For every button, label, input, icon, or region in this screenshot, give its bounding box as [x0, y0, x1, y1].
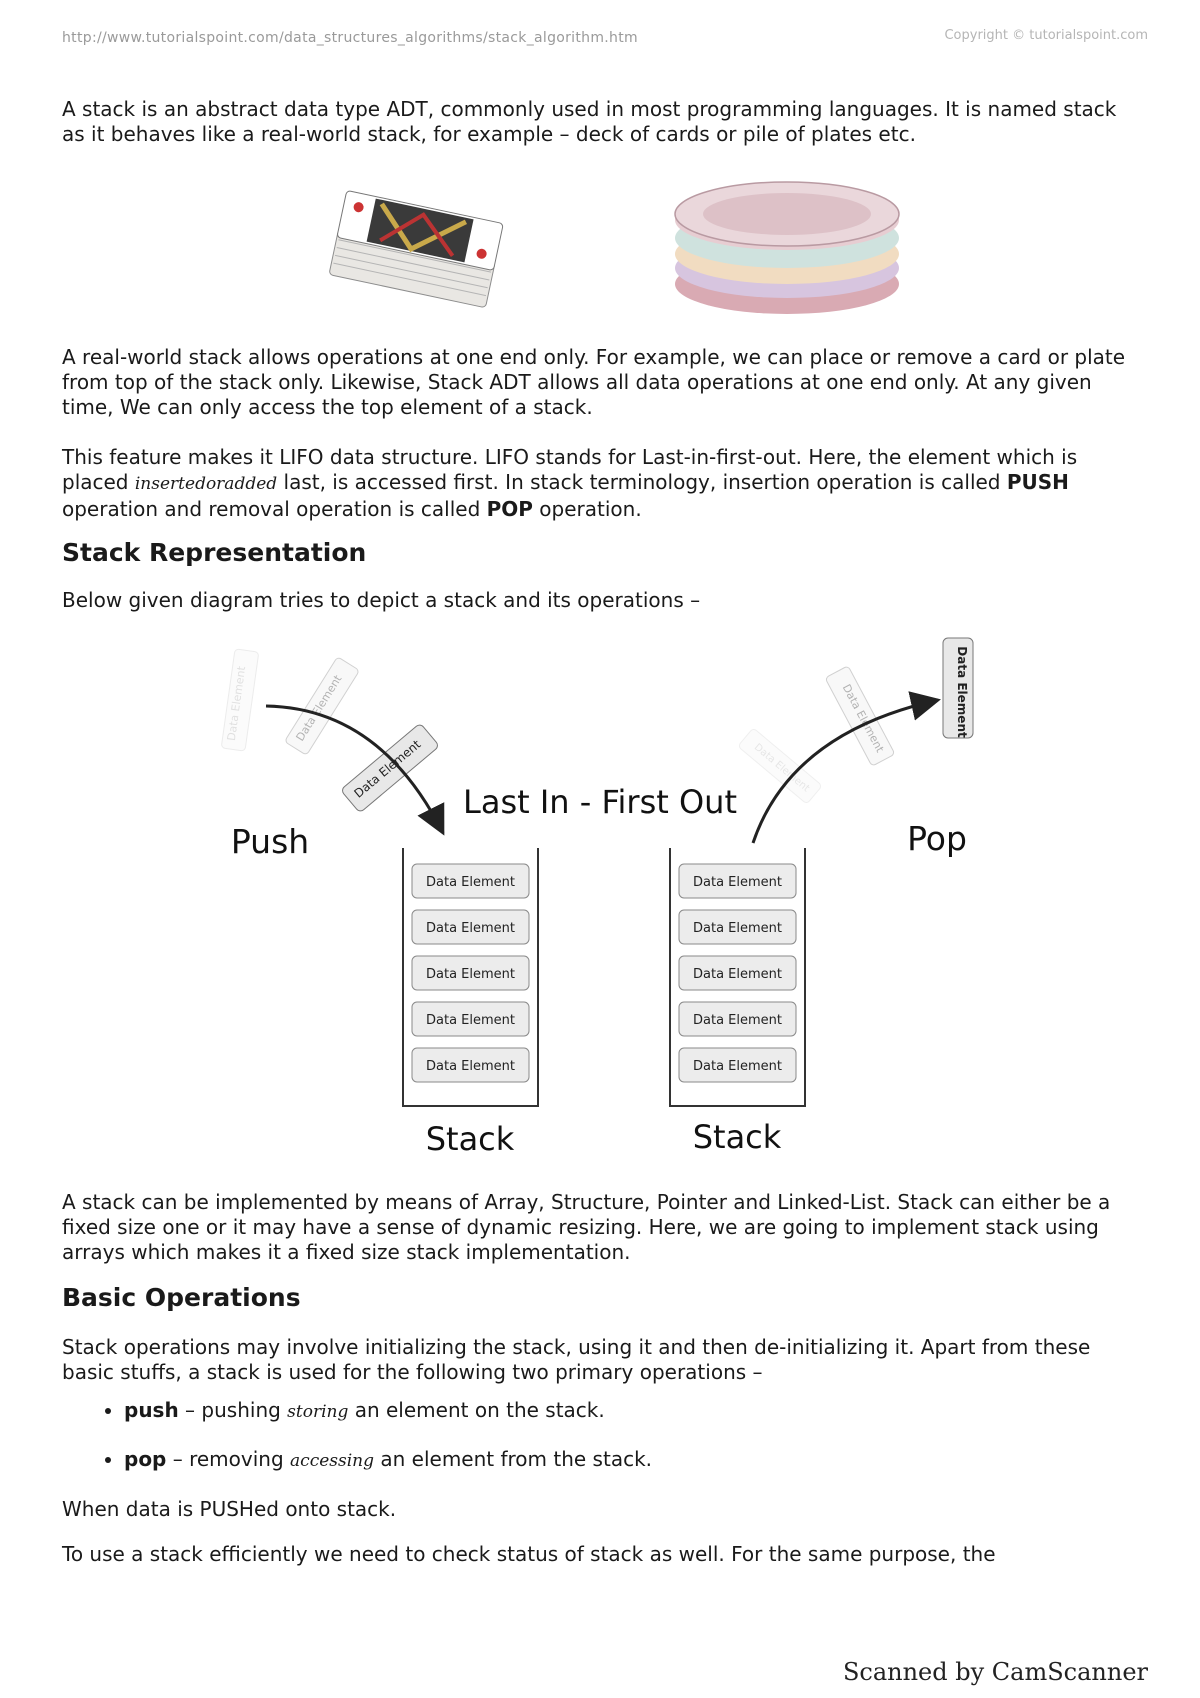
push-note: When data is PUSHed onto stack.	[62, 1497, 397, 1521]
ghost-element-push-1	[221, 649, 259, 751]
section-heading-basic-operations: Basic Operations	[62, 1283, 301, 1312]
stack-element-label: Data Element	[693, 1013, 782, 1028]
svg-text:Data Element: Data Element	[351, 737, 424, 801]
svg-text:Data Element: Data Element	[224, 665, 249, 742]
ghost-element-push-2	[284, 657, 359, 756]
stack-element-label: Data Element	[426, 875, 515, 890]
push-label: Push	[230, 822, 310, 861]
svg-text:Data Element: Data Element	[955, 646, 969, 738]
stack-element-label: Data Element	[693, 967, 782, 982]
svg-text:Data Element: Data Element	[839, 682, 887, 755]
deck-of-cards-image	[310, 185, 530, 325]
operations-intro: Stack operations may involve initializing the stack, using it and then de-initializing it. Apart from these basic stuffs, a stack is used for the following two primary operations –	[62, 1335, 1091, 1384]
stack-right-elements	[679, 864, 796, 1082]
operations-list	[92, 1398, 1124, 1496]
stack-label-right: Stack	[692, 1118, 782, 1156]
operation-push: • push – pushing storing an element on the stack.	[124, 1398, 1124, 1425]
stack-element-label: Data Element	[693, 875, 782, 890]
intro-paragraph: A stack is an abstract data type ADT, commonly used in most programming languages. It is named stack as it behaves like a real-world stack, for example – deck of cards or pile of plates etc.	[62, 97, 1117, 146]
push-arrow	[266, 706, 443, 833]
stack-element-label: Data Element	[693, 921, 782, 936]
pop-label: Pop	[907, 819, 967, 858]
stack-left-elements	[412, 864, 529, 1082]
header-url: http://www.tutorialspoint.com/data_structures_algorithms/stack_algorithm.htm	[62, 30, 638, 46]
stack-label-left: Stack	[425, 1120, 515, 1158]
stack-right	[670, 848, 805, 1106]
lifo-paragraph: This feature makes it LIFO data structure. LIFO stands for Last-in-first-out. Here, the element which is placed insertedoradded last, is accessed first. In stack terminology, insertion operation is called PUSH operation and removal operation is called POP operation.	[62, 445, 1078, 521]
implementation-paragraph: A stack can be implemented by means of Array, Structure, Pointer and Linked-List. Stack can either be a fixed size one or it may have a sense of dynamic resizing. Here, we are going to implement stack using arrays which makes it a fixed size stack implementation.	[62, 1190, 1111, 1264]
stack-element-label: Data Element	[426, 1013, 515, 1028]
stack-element-label: Data Element	[693, 1059, 782, 1074]
last-line: To use a stack efficiently we need to check status of stack as well. For the same purpose, the	[62, 1542, 996, 1566]
svg-text:Data Element: Data Element	[751, 741, 812, 795]
stack-element-label: Data Element	[426, 967, 515, 982]
real-world-stack-paragraph: A real-world stack allows operations at one end only. For example, we can place or remove a card or plate from top of the stack only. Likewise, Stack ADT allows all data operations at one end only. At any given time, We can only access the top element of a stack.	[62, 345, 1126, 419]
popped-element	[943, 638, 973, 738]
operation-pop: • pop – removing accessing an element from the stack.	[124, 1447, 1124, 1474]
pile-of-plates-image	[662, 172, 912, 322]
section-heading-stack-representation: Stack Representation	[62, 538, 367, 567]
stack-element-label: Data Element	[426, 921, 515, 936]
stack-element-label: Data Element	[426, 1059, 515, 1074]
diagram-title: Last In - First Out	[463, 783, 737, 821]
header-copyright: Copyright © tutorialspoint.com	[944, 28, 1148, 43]
svg-text:Data Element: Data Element	[293, 672, 345, 744]
camscanner-footer: Scanned by CamScanner	[842, 1658, 1148, 1686]
stack-diagram	[200, 628, 1000, 1168]
stack-left	[403, 848, 538, 1106]
diagram-intro: Below given diagram tries to depict a stack and its operations –	[62, 588, 701, 612]
